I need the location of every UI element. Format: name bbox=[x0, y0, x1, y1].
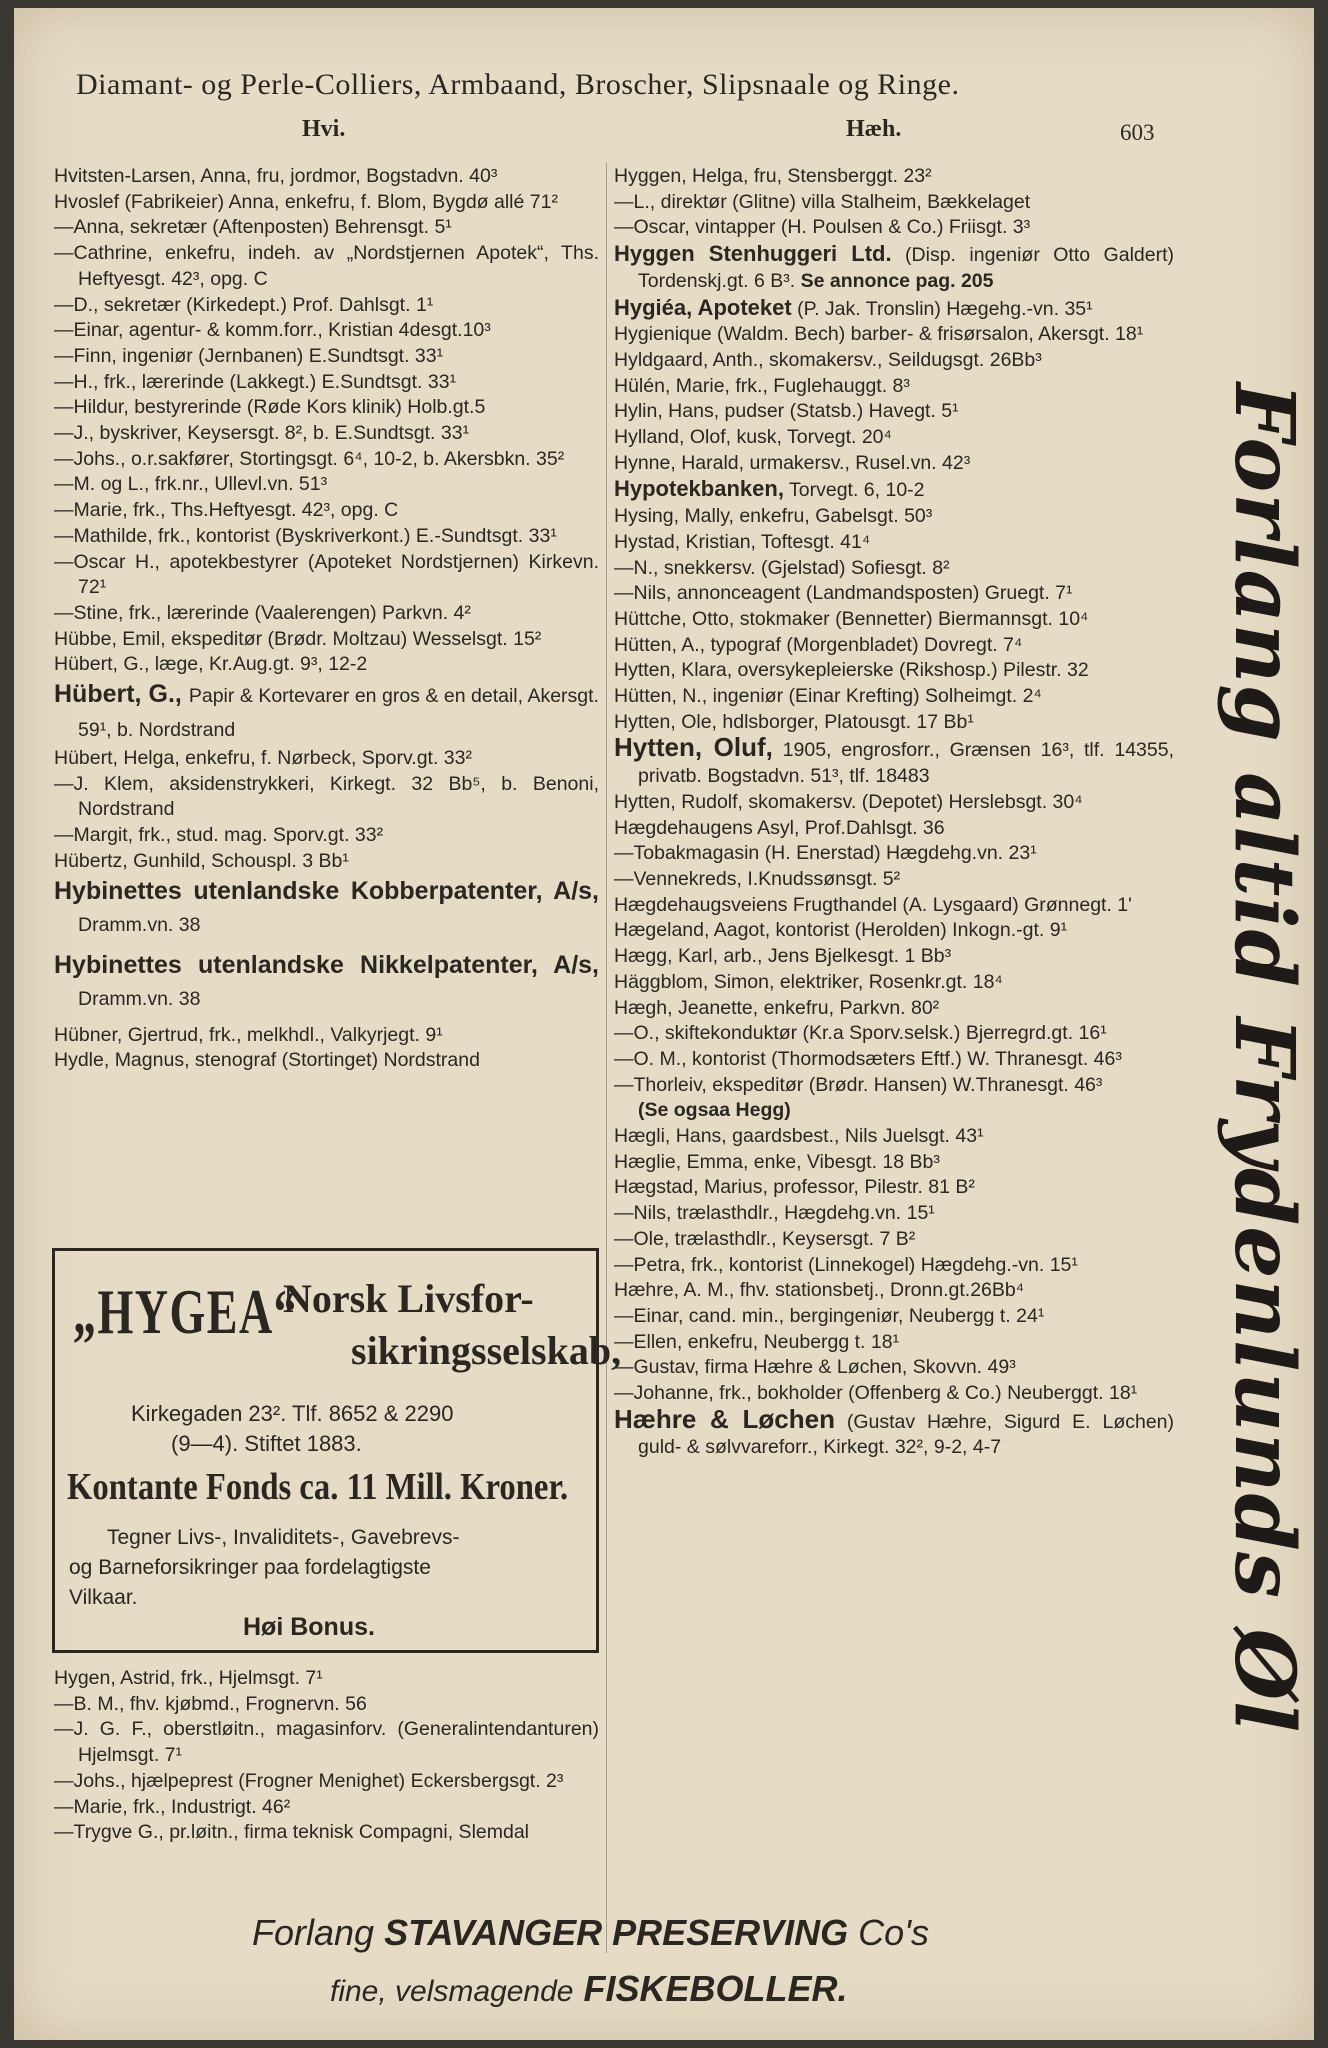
list-item: —Finn, ingeniør (Jernbanen) E.Sundtsgt. 33¹ bbox=[54, 344, 444, 367]
list-item: Hydle, Magnus, stenograf (Stortinget) Nordstrand bbox=[54, 1049, 480, 1072]
footer-brand: STAVANGER PRESERVING bbox=[384, 1912, 849, 1953]
list-item: —Oscar, vintapper (H. Poulsen & Co.) Friisgt. 3³ bbox=[614, 216, 1031, 239]
list-item: Hüttche, Otto, stokmaker (Bennetter) Biermannsgt. 10⁴ bbox=[614, 607, 1089, 630]
list-item: —Johanne, frk., bokholder (Offenberg & Co.) Neuberggt. 18¹ bbox=[614, 1382, 1138, 1405]
bold-listing-stenhuggeri bbox=[614, 241, 1174, 294]
list-item: —J. Klem, aksidenstrykkeri, Kirkegt. 32 Bb⁵, b. Benoni, Nordstrand bbox=[54, 772, 599, 821]
ad-text-1: Tegner Livs-, Invaliditets-, Gavebrevs- bbox=[107, 1526, 460, 1549]
list-item: Hægstad, Marius, professor, Pilestr. 81 B² bbox=[614, 1176, 975, 1199]
list-item: —L., direktør (Glitne) villa Stalheim, Bækkelaget bbox=[614, 190, 1031, 213]
bold-listing-hubert bbox=[54, 678, 599, 746]
list-item: —J. G. F., oberstløitn., magasinforv. (Generalintendanturen) Hjelmsgt. 7¹ bbox=[54, 1718, 599, 1767]
list-item: —Tobakmagasin (H. Enerstad) Hægdehg.vn. 23¹ bbox=[614, 842, 1037, 865]
list-item: Häggblom, Simon, elektriker, Rosenkr.gt. 18⁴ bbox=[614, 970, 1003, 993]
list-item: —Hildur, bestyrerinde (Røde Kors klinik) Holb.gt.5 bbox=[54, 396, 486, 419]
list-item: Hygienique (Waldm. Bech) barber- & frisørsalon, Akersgt. 18¹ bbox=[614, 323, 1144, 346]
list-item: Hægdehaugsveiens Frugthandel (A. Lysgaard) Grønnegt. 1' bbox=[614, 893, 1132, 916]
footer-ad-line-2 bbox=[330, 1968, 848, 2010]
list-item: Hübbe, Emil, ekspeditør (Brødr. Moltzau) Wesselsgt. 15² bbox=[54, 627, 542, 650]
list-item: —J., byskriver, Keysersgt. 8², b. E.Sundtsgt. 33¹ bbox=[54, 422, 470, 445]
listing-details: 1905, engrosforr., Grænsen 16³, tlf. 14355, privatb. Bogstadvn. 51³, tlf. 18483 bbox=[638, 739, 1175, 788]
list-item: —O., skiftekonduktør (Kr.a Sporv.selsk.) Bjerregrd.gt. 16¹ bbox=[614, 1022, 1107, 1045]
ad-established: (9—4). Stiftet 1883. bbox=[171, 1431, 362, 1456]
list-item: —Thorleiv, ekspeditør (Brødr. Hansen) W.Thranesgt. 46³ bbox=[614, 1073, 1103, 1096]
list-item: Hægh, Jeanette, enkefru, Parkvn. 80² bbox=[614, 996, 940, 1019]
list-item: Hyldgaard, Anth., skomakersv., Seildugsgt. 26Bb³ bbox=[614, 348, 1042, 371]
list-item: —Nils, trælasthdlr., Hægdehg.vn. 15¹ bbox=[614, 1202, 935, 1225]
listing-details: (P. Jak. Tronslin) Hægehg.-vn. 35¹ bbox=[797, 297, 1093, 320]
list-item: —B. M., fhv. kjøbmd., Frognervn. 56 bbox=[54, 1692, 367, 1715]
ad-address: Kirkegaden 23². Tlf. 8652 & 2290 bbox=[131, 1401, 454, 1426]
list-item: Hytten, Rudolf, skomakersv. (Depotet) Herslebsgt. 30⁴ bbox=[614, 790, 1083, 813]
list-item: Hygen, Astrid, frk., Hjelmsgt. 7¹ bbox=[54, 1667, 323, 1689]
footer-ad-line-1 bbox=[252, 1912, 929, 1954]
left-column bbox=[54, 164, 599, 1074]
footer-word: Co's bbox=[858, 1912, 930, 1953]
listing-reference: Se annonce pag. 205 bbox=[800, 269, 994, 292]
list-item: —Einar, agentur- & komm.forr., Kristian 4desgt.10³ bbox=[54, 319, 491, 342]
list-item: Hvitsten-Larsen, Anna, fru, jordmor, Bogstadvn. 40³ bbox=[54, 165, 498, 187]
list-item: —Marie, frk., Industrigt. 46² bbox=[54, 1795, 291, 1818]
bold-listing-haehre-lochen bbox=[614, 1403, 1175, 1461]
list-item: —N., snekkersv. (Gjelstad) Sofiesgt. 8² bbox=[614, 556, 950, 579]
ad-fonds: Kontante Fonds ca. 11 Mill. Kroner. bbox=[67, 1466, 569, 1508]
vertical-advertisement: Forlang altid Frydenlunds Øl bbox=[1216, 382, 1312, 1734]
list-item: —Ole, trælasthdlr., Keysersgt. 7 B² bbox=[614, 1227, 916, 1250]
listing-name: Hyggen Stenhuggeri Ltd. bbox=[614, 241, 892, 267]
ad-text-2: og Barneforsikringer paa fordelagtigste bbox=[69, 1556, 431, 1579]
list-item: Hæhre, A. M., fhv. stationsbetj., Dronn.gt.26Bb⁴ bbox=[614, 1279, 1025, 1302]
list-item: —Petra, frk., kontorist (Linnekogel) Hægdehg.-vn. 15¹ bbox=[614, 1253, 1078, 1276]
listing-name: Hybinettes utenlandske Nikkelpatenter, A/s, bbox=[54, 950, 599, 979]
listing-details: Dramm.vn. 38 bbox=[78, 987, 201, 1010]
page-number: 603 bbox=[1120, 120, 1155, 145]
bold-listing-hytten-oluf bbox=[614, 732, 1175, 789]
list-item: —Ellen, enkefru, Neubergg t. 18¹ bbox=[614, 1330, 900, 1353]
list-item: —Vennekreds, I.Knudssønsgt. 5² bbox=[614, 867, 901, 890]
list-item: —Anna, sekretær (Aftenposten) Behrensgt. 5¹ bbox=[54, 216, 452, 239]
spacer bbox=[54, 1015, 599, 1023]
list-item: —Stine, frk., lærerinde (Vaalerengen) Parkvn. 4² bbox=[54, 601, 471, 624]
list-item: Hylin, Hans, pudser (Statsb.) Havegt. 5¹ bbox=[614, 400, 959, 423]
list-item: Hübert, Helga, enkefru, f. Nørbeck, Sporv.gt. 33² bbox=[54, 747, 472, 770]
list-item: Hysing, Mally, enkefru, Gabelsgt. 50³ bbox=[614, 505, 933, 528]
list-item: Hütten, N., ingeniør (Einar Krefting) Solheimgt. 2⁴ bbox=[614, 685, 1042, 708]
list-item: Hægg, Karl, arb., Jens Bjelkesgt. 1 Bb³ bbox=[614, 945, 952, 968]
list-item: Hvoslef (Fabrikeier) Anna, enkefru, f. Blom, Bygdø allé 71² bbox=[54, 190, 558, 213]
list-item: —H., frk., lærerinde (Lakkegt.) E.Sundtsgt. 33¹ bbox=[54, 370, 457, 393]
list-item: Hülén, Marie, frk., Fuglehauggt. 8³ bbox=[614, 374, 910, 397]
ad-bonus: Høi Bonus. bbox=[243, 1613, 375, 1641]
directory-page bbox=[14, 8, 1314, 2040]
list-item: —Cathrine, enkefru, indeh. av „Nordstjernen Apotek“, Ths. Heftyesgt. 42³, opg. C bbox=[54, 242, 599, 290]
ad-headline-1: Norsk Livsfor- bbox=[283, 1276, 534, 1321]
bold-listing-kobber bbox=[54, 875, 599, 941]
list-item: Hytten, Ole, hdlsborger, Platousgt. 17 Bb¹ bbox=[614, 710, 974, 733]
list-item: —Einar, cand. min., bergingeniør, Neubergg t. 24¹ bbox=[614, 1304, 1045, 1327]
bold-listing-hygiea bbox=[614, 295, 1174, 323]
list-item: —Johs., o.r.sakfører, Stortingsgt. 6⁴, 10-2, b. Akersbkn. 35² bbox=[54, 447, 565, 470]
right-column-range: Hæh. bbox=[846, 116, 902, 142]
list-item: —Margit, frk., stud. mag. Sporv.gt. 33² bbox=[54, 824, 384, 847]
bold-listing-nikkel bbox=[54, 949, 599, 1015]
list-item: Hæglie, Emma, enke, Vibesgt. 18 Bb³ bbox=[614, 1150, 940, 1173]
listing-name: Hytten, Oluf, bbox=[614, 732, 773, 763]
listing-details: (Gustav Hæhre, Sigurd E. Løchen) guld- & sølvvareforr., Kirkegt. 32², 9-2, 4-7 bbox=[638, 1410, 1175, 1459]
footer-word: fine, velsmagende bbox=[330, 1975, 574, 2008]
list-item: Hylland, Olof, kusk, Torvegt. 20⁴ bbox=[614, 426, 892, 449]
page-header-title: Diamant- og Perle-Colliers, Armbaand, Broscher, Slipsnaale og Ringe. bbox=[76, 68, 960, 101]
right-column bbox=[614, 164, 1174, 1461]
list-item: Hübertz, Gunhild, Schouspl. 3 Bb¹ bbox=[54, 849, 349, 872]
listing-name: Hybinettes utenlandske Kobberpatenter, A/s, bbox=[54, 876, 599, 905]
ad-text-3: Vilkaar. bbox=[69, 1586, 138, 1609]
ad-headline-2: sikringsselskab, bbox=[351, 1328, 622, 1373]
listing-name: Hypotekbanken, bbox=[614, 476, 784, 502]
list-item: Hynne, Harald, urmakersv., Rusel.vn. 42³ bbox=[614, 451, 971, 474]
left-column-range: Hvi. bbox=[302, 116, 346, 142]
cross-reference: (Se ogsaa Hegg) bbox=[638, 1099, 791, 1122]
bold-listing-hypotekbanken bbox=[614, 476, 1174, 504]
list-item: —Oscar H., apotekbestyrer (Apoteket Nordstjernen) Kirkevn. 72¹ bbox=[54, 550, 599, 599]
list-item: Hütten, A., typograf (Morgenbladet) Dovregt. 7⁴ bbox=[614, 633, 1023, 656]
list-item: Hübert, G., læge, Kr.Aug.gt. 9³, 12-2 bbox=[54, 653, 368, 676]
listing-details: Torvegt. 6, 10-2 bbox=[789, 479, 925, 502]
list-item: —Johs., hjælpeprest (Frogner Menighet) Eckersbergsgt. 2³ bbox=[54, 1769, 564, 1792]
list-item: Hægeland, Aagot, kontorist (Herolden) Inkogn.-gt. 9¹ bbox=[614, 919, 1068, 942]
listing-name: Hübert, G., bbox=[54, 680, 182, 709]
list-item: —Marie, frk., Ths.Heftyesgt. 42³, opg. C bbox=[54, 499, 399, 522]
list-item: Hystad, Kristian, Toftesgt. 41⁴ bbox=[614, 530, 871, 553]
list-item: —D., sekretær (Kirkedept.) Prof. Dahlsgt. 1¹ bbox=[54, 293, 434, 316]
list-item: Hægdehaugens Asyl, Prof.Dahlsgt. 36 bbox=[614, 816, 945, 839]
list-item: —M. og L., frk.nr., Ullevl.vn. 51³ bbox=[54, 473, 328, 496]
ad-brand: „HYGEA“ bbox=[73, 1276, 299, 1347]
listing-details: (Disp. ingeniør Otto Galdert) Tordenskj.gt. 6 B³. bbox=[638, 244, 1174, 292]
list-item: —Trygve G., pr.løitn., firma teknisk Compagni, Slemdal bbox=[54, 1821, 530, 1844]
listing-name: Hygiéa, Apoteket bbox=[614, 294, 792, 320]
listing-details: Dramm.vn. 38 bbox=[78, 913, 201, 936]
list-item: Hægli, Hans, gaardsbest., Nils Juelsgt. 43¹ bbox=[614, 1125, 984, 1148]
list-item: —Mathilde, frk., kontorist (Byskriverkont.) E.-Sundtsgt. 33¹ bbox=[54, 524, 557, 547]
listing-details: Papir & Kortevarer en gros & en detail, Akersgt. 59¹, b. Nordstrand bbox=[78, 685, 599, 742]
footer-product: FISKEBOLLER. bbox=[583, 1968, 848, 2009]
list-item: Hyggen, Helga, fru, Stensberggt. 23² bbox=[614, 165, 932, 187]
listing-name: Hæhre & Løchen bbox=[614, 1403, 835, 1434]
list-item: —Nils, annonceagent (Landmandsposten) Gruegt. 7¹ bbox=[614, 582, 1073, 605]
hygea-advertisement bbox=[52, 1248, 622, 1653]
list-item: —O. M., kontorist (Thormodsæters Eftf.) W. Thranesgt. 46³ bbox=[614, 1047, 1122, 1070]
list-item: Hytten, Klara, oversykepleierske (Rikshosp.) Pilestr. 32 bbox=[614, 659, 1089, 682]
list-item: —Gustav, firma Hæhre & Løchen, Skovvn. 49³ bbox=[614, 1356, 1016, 1379]
spacer bbox=[54, 941, 599, 949]
footer-word: Forlang bbox=[252, 1912, 375, 1953]
column-divider bbox=[606, 163, 607, 1953]
list-item: Hübner, Gjertrud, frk., melkhdl., Valkyrjegt. 9¹ bbox=[54, 1023, 443, 1046]
left-column-lower bbox=[54, 1666, 599, 1846]
